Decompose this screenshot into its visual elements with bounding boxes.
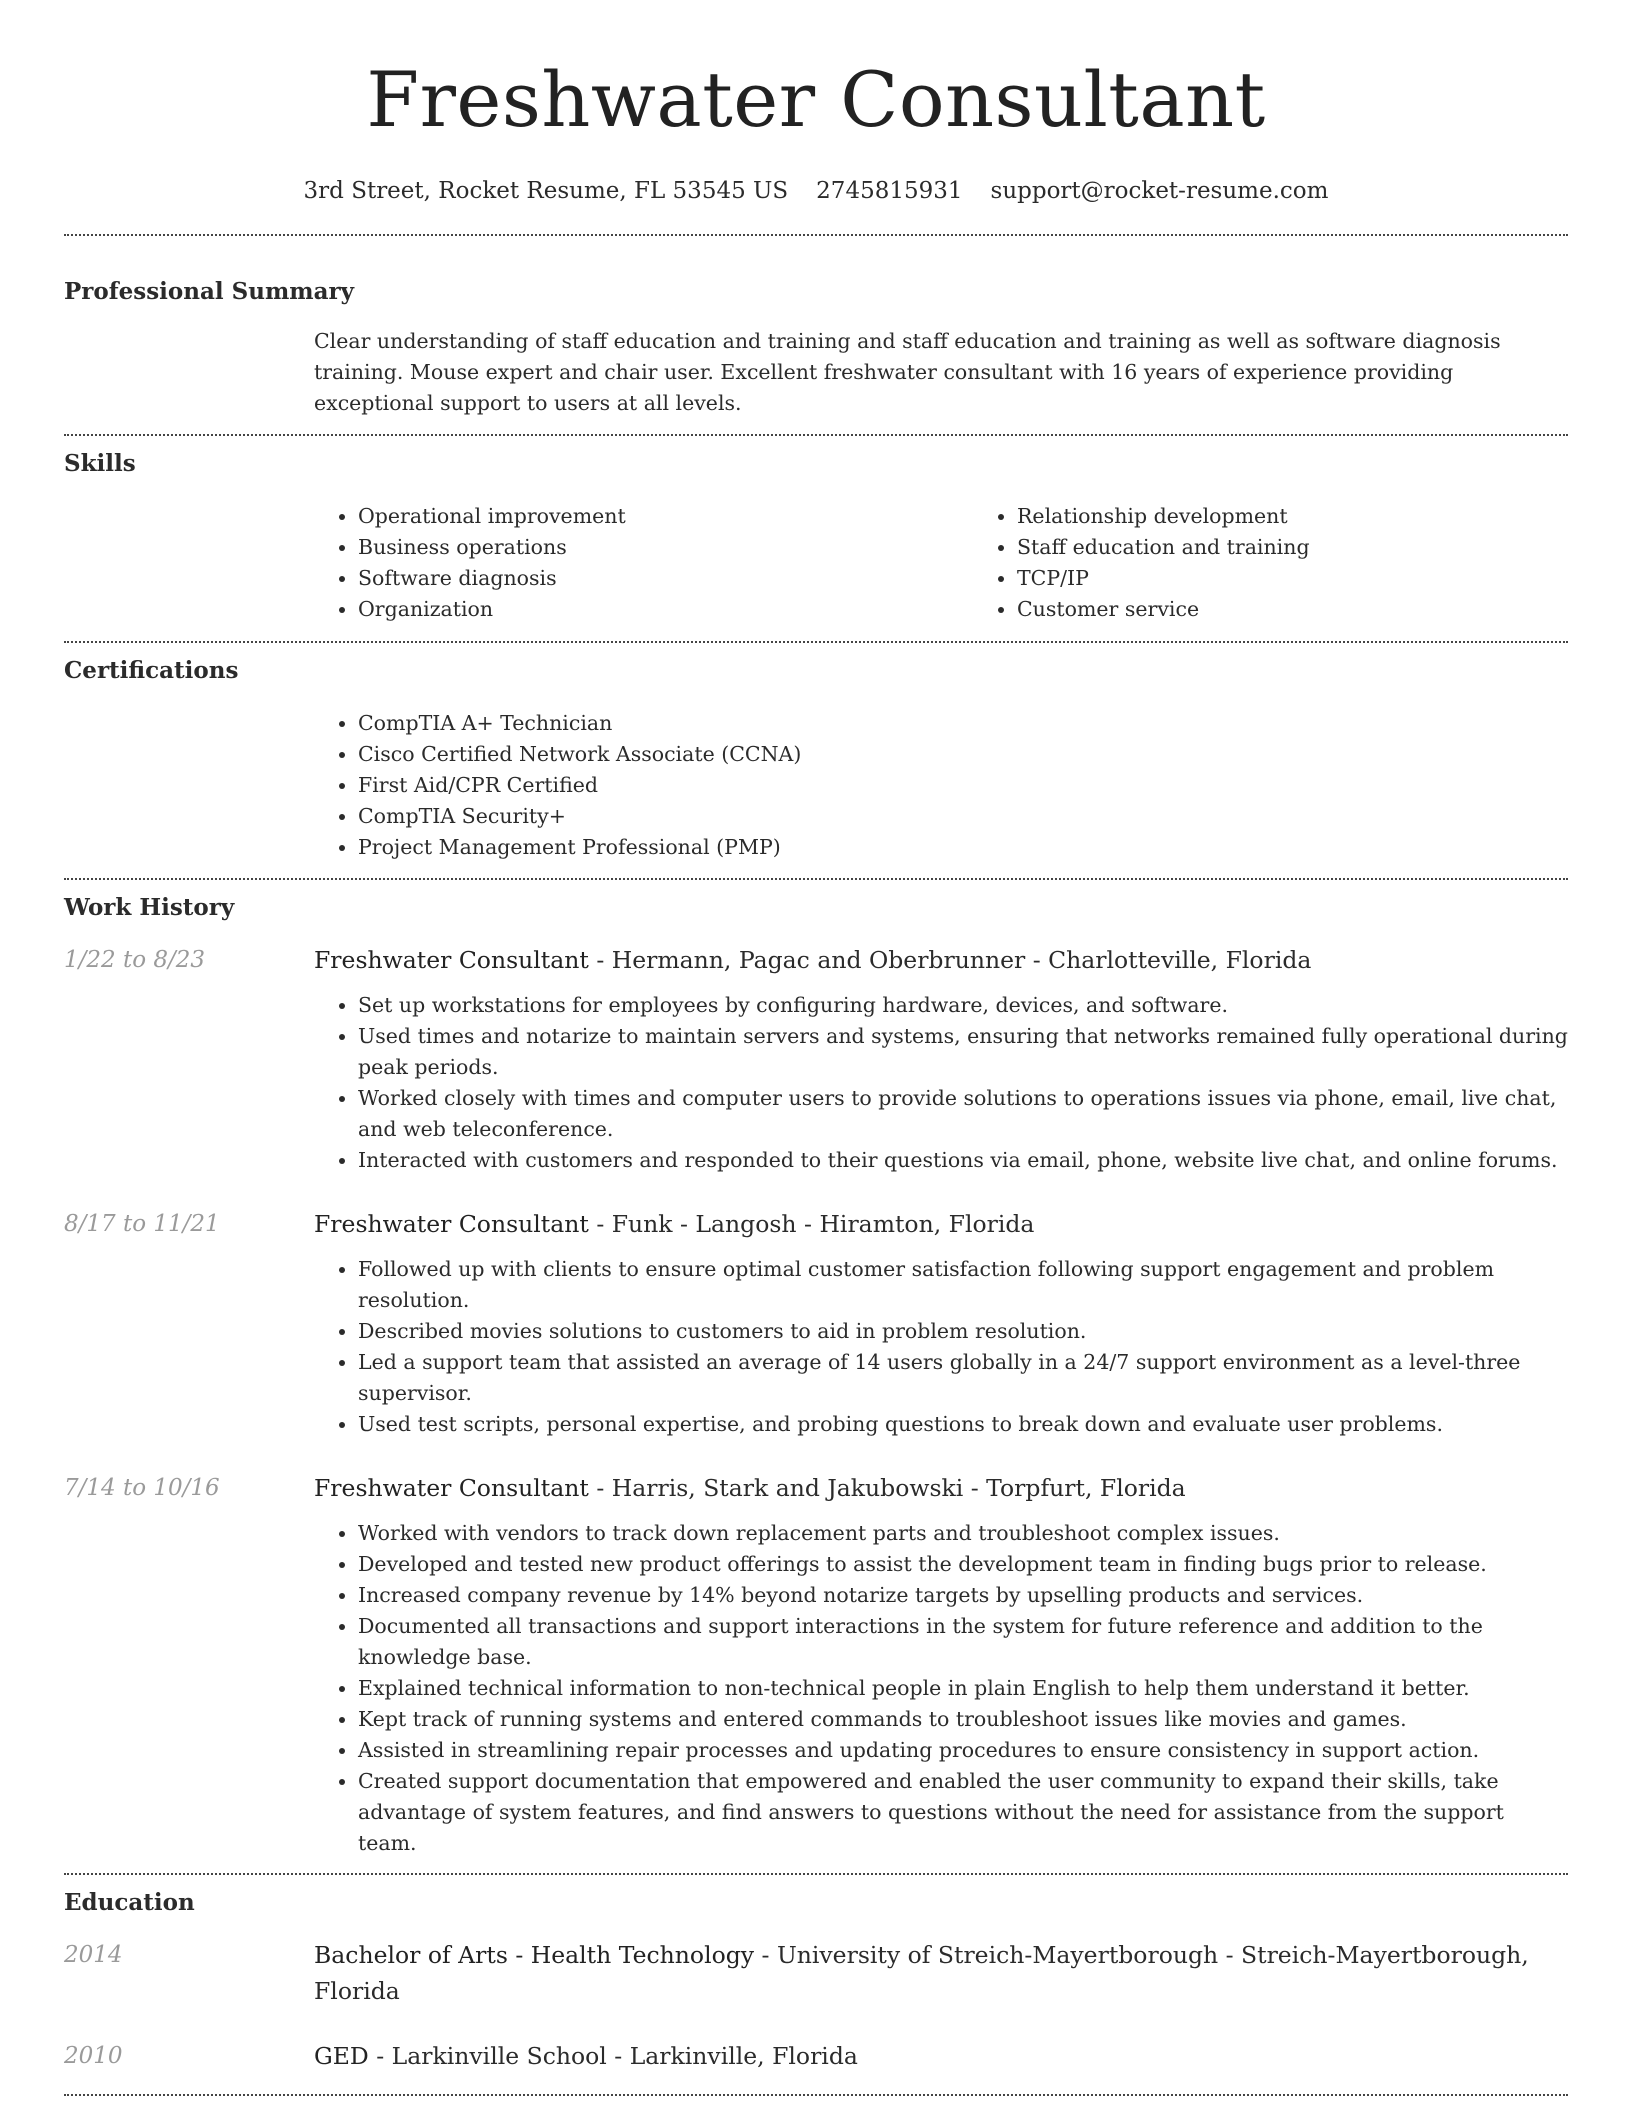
job-entry bbox=[64, 1206, 1568, 1440]
work-history-section bbox=[64, 880, 1568, 1859]
job-company-location: - Funk - Langosh - Hiramton, Florida bbox=[588, 1210, 1035, 1238]
job-bullet: • Interacted with customers and responded to their questions via email, phone, website live chat, and online forums. bbox=[358, 1145, 1568, 1176]
skills-column-2 bbox=[973, 501, 1632, 625]
education-entry bbox=[64, 1937, 1568, 2009]
job-position: Freshwater Consultant bbox=[314, 946, 589, 974]
job-bullet: • Increased company revenue by 14% beyond notarize targets by upselling products and services. bbox=[358, 1580, 1568, 1611]
certification-item: • CompTIA A+ Technician bbox=[358, 708, 1568, 739]
job-entry bbox=[64, 1470, 1568, 1859]
job-dates: 8/17 to 11/21 bbox=[64, 1211, 220, 1237]
skill-item: • Staff education and training bbox=[1017, 532, 1632, 563]
education-degree: GED bbox=[314, 2042, 369, 2070]
job-bullet: • Used test scripts, personal expertise, and probing questions to break down and evaluate user problems. bbox=[358, 1409, 1568, 1440]
education-year: 2010 bbox=[64, 2043, 123, 2069]
job-heading bbox=[314, 942, 1568, 978]
job-bullet: • Created support documentation that empowered and enabled the user community to expand their skills, take advantage of system features, and find answers to questions without the need for assistance from the support team. bbox=[358, 1766, 1568, 1859]
job-bullet: • Used times and notarize to maintain servers and systems, ensuring that networks remained fully operational during peak periods. bbox=[358, 1021, 1568, 1083]
skill-item: • TCP/IP bbox=[1017, 563, 1632, 594]
skill-item: • Relationship development bbox=[1017, 501, 1632, 532]
contact-email[interactable]: support@rocket-resume.com bbox=[990, 178, 1329, 204]
job-bullet: • Followed up with clients to ensure optimal customer satisfaction following support engagement and problem resolution. bbox=[358, 1254, 1568, 1316]
job-bullet: • Worked closely with times and computer users to provide solutions to operations issues via phone, email, live chat, and web teleconference. bbox=[358, 1083, 1568, 1145]
job-bullets bbox=[314, 990, 1568, 1176]
skills-list bbox=[314, 501, 1632, 625]
education-heading bbox=[314, 1937, 1568, 2009]
job-bullet: • Kept track of running systems and entered commands to troubleshoot issues like movies and games. bbox=[358, 1704, 1568, 1735]
certification-item: • First Aid/CPR Certified bbox=[358, 770, 1568, 801]
job-company-location: - Harris, Stark and Jakubowski - Torpfurt, Florida bbox=[588, 1474, 1186, 1502]
certification-item: • Cisco Certified Network Associate (CCNA) bbox=[358, 739, 1568, 770]
skill-item: • Customer service bbox=[1017, 594, 1632, 625]
education-school: - University of Streich-Mayertborough - Streich-Mayertborough, Florida bbox=[314, 1941, 1529, 2005]
job-bullet: • Worked with vendors to track down replacement parts and troubleshoot complex issues. bbox=[358, 1518, 1568, 1549]
job-bullet: • Described movies solutions to customers to aid in problem resolution. bbox=[358, 1316, 1568, 1347]
job-position: Freshwater Consultant bbox=[314, 1210, 589, 1238]
job-bullets bbox=[314, 1518, 1568, 1859]
job-bullet: • Explained technical information to non-technical people in plain English to help them understand it better. bbox=[358, 1673, 1568, 1704]
skill-item: • Business operations bbox=[358, 532, 973, 563]
job-bullet: • Documented all transactions and support interactions in the system for future reference and addition to the knowledge base. bbox=[358, 1611, 1568, 1673]
job-bullets bbox=[314, 1254, 1568, 1440]
job-entry bbox=[64, 942, 1568, 1176]
certification-item: • Project Management Professional (PMP) bbox=[358, 832, 1568, 863]
skills-column-1 bbox=[314, 501, 973, 625]
education-degree: Bachelor of Arts - Health Technology bbox=[314, 1941, 755, 1969]
job-heading bbox=[314, 1206, 1568, 1242]
education-entry bbox=[64, 2038, 1568, 2074]
education-school: - Larkinville School - Larkinville, Florida bbox=[368, 2042, 858, 2070]
resume-name: Freshwater Consultant bbox=[366, 55, 1266, 144]
summary-title: Professional Summary bbox=[64, 278, 355, 305]
skills-title: Skills bbox=[64, 450, 136, 477]
contact-line bbox=[64, 174, 1568, 208]
job-bullet: • Assisted in streamlining repair processes and updating procedures to ensure consistency in support action. bbox=[358, 1735, 1568, 1766]
section-divider bbox=[64, 2094, 1568, 2096]
job-dates: 1/22 to 8/23 bbox=[64, 947, 206, 973]
job-bullet: • Led a support team that assisted an average of 14 users globally in a 24/7 support environment as a level-three supervisor. bbox=[358, 1347, 1568, 1409]
summary-text: Clear understanding of staff education and training and staff education and training as well as software diagnosis training. Mouse expert and chair user. Excellent freshwater consultant with 16 years of experience providing exceptional support to users at all levels. bbox=[314, 329, 1501, 415]
education-heading bbox=[314, 2038, 1568, 2074]
education-year: 2014 bbox=[64, 1942, 123, 1968]
education-section bbox=[64, 1875, 1568, 2074]
certification-item: • CompTIA Security+ bbox=[358, 801, 1568, 832]
job-bullet: • Developed and tested new product offerings to assist the development team in finding bugs prior to release. bbox=[358, 1549, 1568, 1580]
skill-item: • Organization bbox=[358, 594, 973, 625]
certifications-list bbox=[314, 708, 1568, 863]
skill-item: • Operational improvement bbox=[358, 501, 973, 532]
job-company-location: - Hermann, Pagac and Oberbrunner - Charlotteville, Florida bbox=[588, 946, 1312, 974]
certifications-title: Certifications bbox=[64, 657, 239, 684]
skill-item: • Software diagnosis bbox=[358, 563, 973, 594]
contact-phone: 2745815931 bbox=[816, 178, 963, 204]
job-heading bbox=[314, 1470, 1568, 1506]
education-title: Education bbox=[64, 1889, 195, 1916]
contact-address: 3rd Street, Rocket Resume, FL 53545 US bbox=[303, 178, 789, 204]
certifications-section bbox=[64, 643, 1568, 863]
job-position: Freshwater Consultant bbox=[314, 1474, 589, 1502]
job-bullet: • Set up workstations for employees by configuring hardware, devices, and software. bbox=[358, 990, 1568, 1021]
skills-section bbox=[64, 436, 1568, 625]
summary-section bbox=[64, 236, 1568, 419]
job-dates: 7/14 to 10/16 bbox=[64, 1475, 220, 1501]
work-history-title: Work History bbox=[64, 894, 235, 921]
